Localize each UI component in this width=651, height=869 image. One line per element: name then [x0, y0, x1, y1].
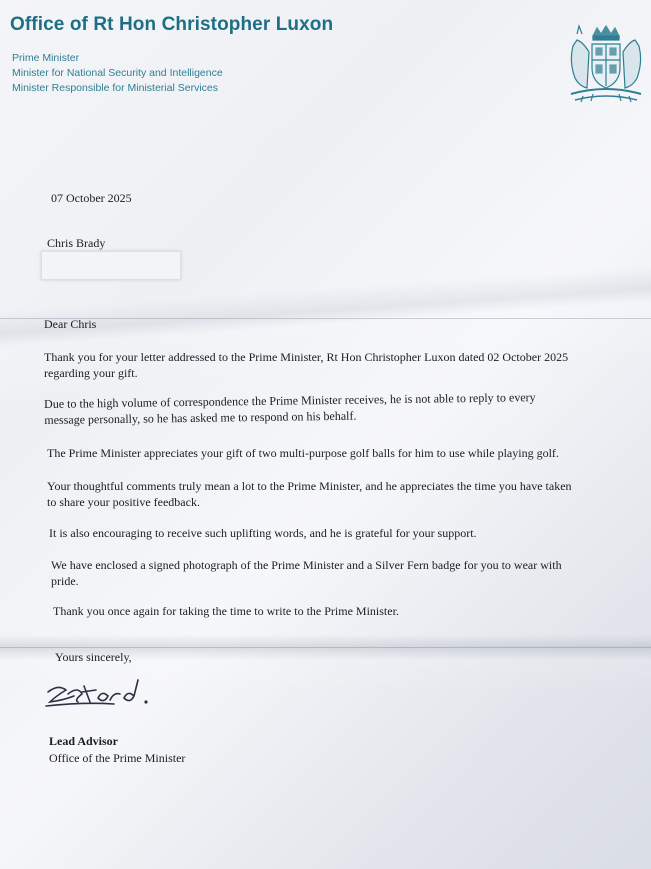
- paragraph-line: Thank you once again for taking the time to write to the Prime Minister.: [53, 604, 399, 618]
- signer-title: Lead Advisor: [49, 734, 119, 748]
- paragraph: [47, 478, 572, 510]
- paragraph-line: to share your positive feedback.: [47, 495, 200, 509]
- paragraph-line: Thank you for your letter addressed to the Prime Minister, Rt Hon Christopher Luxon dated 02 October 2025: [44, 350, 569, 364]
- minister-roles: [12, 51, 223, 96]
- nz-coat-of-arms-icon: [563, 22, 649, 108]
- paragraph-line: Your thoughtful comments truly mean a lot to the Prime Minister, and he appreciates the time you have taken: [47, 479, 572, 493]
- paragraph: [44, 349, 568, 381]
- role-line: Prime Minister: [12, 52, 80, 64]
- paragraph-line: regarding your gift.: [44, 366, 138, 380]
- signature: [44, 676, 194, 716]
- paragraph: [53, 603, 399, 619]
- paragraph: [44, 389, 536, 428]
- recipient-name: Chris Brady: [47, 236, 106, 250]
- paragraph-line: Due to the high volume of correspondence the Prime Minister receives, he is not able to reply to every: [44, 390, 536, 411]
- paragraph-line: It is also encouraging to receive such uplifting words, and he is grateful for your support.: [49, 526, 477, 540]
- office-title: Office of Rt Hon Christopher Luxon: [10, 14, 334, 35]
- paragraph-line: message personally, so he has asked me to respond on his behalf.: [44, 408, 357, 427]
- role-line: Minister for National Security and Intelligence: [12, 67, 223, 79]
- redacted-address: [41, 251, 181, 280]
- paragraph: [47, 445, 559, 461]
- paragraph-line: pride.: [51, 574, 79, 588]
- letter-date: 07 October 2025: [51, 191, 132, 205]
- paragraph-line: We have enclosed a signed photograph of the Prime Minister and a Silver Fern badge for you to wear with: [51, 558, 562, 572]
- paragraph-line: The Prime Minister appreciates your gift of two multi-purpose golf balls for him to use while playing golf.: [47, 446, 559, 460]
- paragraph: [51, 557, 562, 589]
- role-line: Minister Responsible for Ministerial Services: [12, 82, 218, 94]
- fold-crease: [0, 318, 651, 319]
- signer-office: Office of the Prime Minister: [49, 751, 186, 765]
- closing: Yours sincerely,: [55, 650, 132, 664]
- fold-crease: [0, 647, 651, 648]
- paragraph: [49, 525, 477, 541]
- salutation: Dear Chris: [44, 317, 97, 331]
